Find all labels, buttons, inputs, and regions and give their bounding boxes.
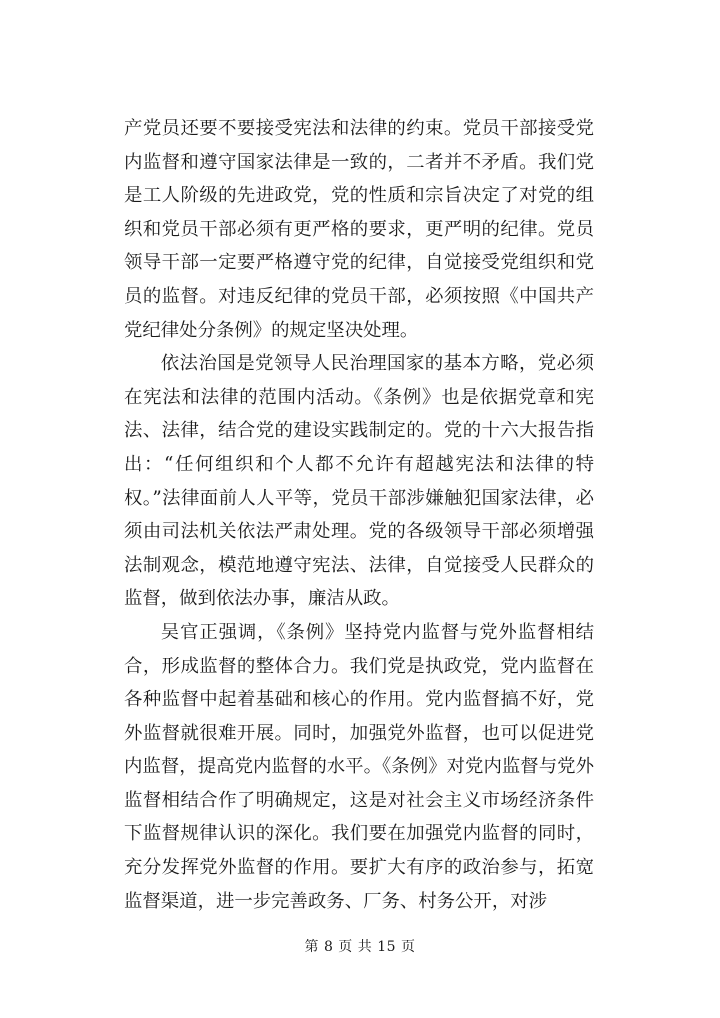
document-body <box>124 112 594 918</box>
page-footer: 第 8 页 共 15 页 <box>304 939 416 955</box>
paragraph-3: 吴官正强调，《条例》坚持党内监督与党外监督相结合，形成监督的整体合力。我们党是执政党，党内监督在各种监督中起着基础和核心的作用。党内监督搞不好，党外监督就很难开展。同时，加强党外监督，也可以促进党内监督，提高党内监督的水平。《条例》对党内监督与党外监督相结合作了明确规定，这是对社会主义市场经济条件下监督规律认识的深化。我们要在加强党内监督的同时，充分发挥党外监督的作用。要扩大有序的政治参与，拓宽监督渠道，进一步完善政务、厂务、村务公开，对涉 <box>124 621 594 912</box>
paragraph-1: 产党员还要不要接受宪法和法律的约束。党员干部接受党内监督和遵守国家法律是一致的，二者并不矛盾。我们党是工人阶级的先进政党，党的性质和宗旨决定了对党的组织和党员干部必须有更严格的要求，更严明的纪律。党员领导干部一定要严格遵守党的纪律，自觉接受党组织和党员的监督。对违反纪律的党员干部，必须按照《中国共产党纪律处分条例》的规定坚决处理。 <box>124 118 594 341</box>
paragraph-2: 依法治国是党领导人民治理国家的基本方略，党必须在宪法和法律的范围内活动。《条例》也是依据党章和宪法、法律，结合党的建设实践制定的。党的十六大报告指出：“任何组织和个人都不允许有超越宪法和法律的特权。”法律面前人人平等，党员干部涉嫌触犯国家法律，必须由司法机关依法严肃处理。党的各级领导干部必须增强法制观念，模范地遵守宪法、法律，自觉接受人民群众的监督，做到依法办事，廉洁从政。 <box>124 353 594 610</box>
